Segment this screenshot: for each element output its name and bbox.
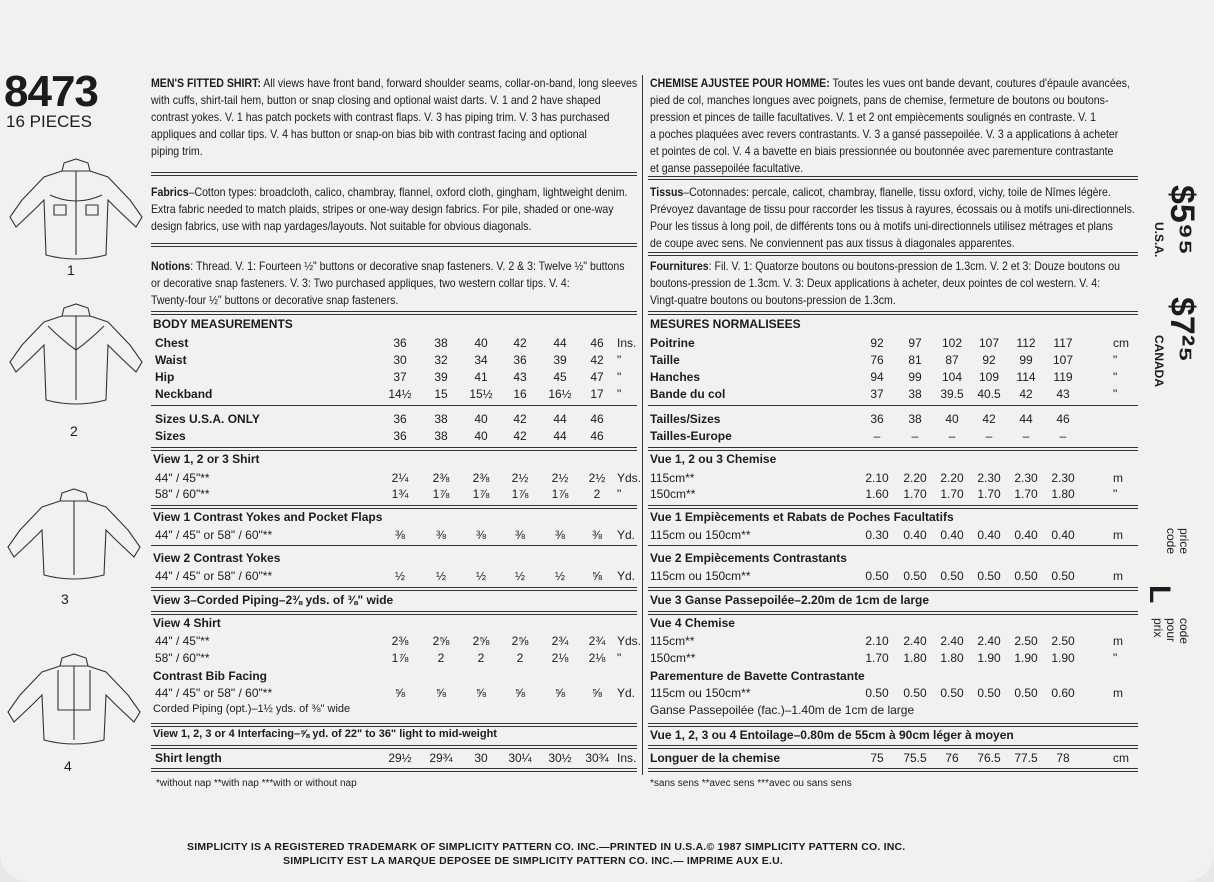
en-sizes-value: 46 xyxy=(590,429,604,443)
en-sizes-value: 40 xyxy=(474,412,488,426)
fr-v4-value: 2.10 xyxy=(865,634,889,648)
fr-body-value: 99 xyxy=(1019,353,1033,367)
en-length-value: 30 xyxy=(474,751,488,765)
fr-v4-row xyxy=(0,633,1214,649)
fr-body-unit: " xyxy=(1113,353,1118,367)
en-body-value: 41 xyxy=(474,370,488,384)
en-interfacing-line: View 1, 2, 3 or 4 Interfacing–⅝ yd. of 22" to 36" light to mid-weight xyxy=(153,728,497,740)
fr-body-value: 94 xyxy=(870,370,884,384)
en-bib-value: ⅝ xyxy=(435,686,446,700)
fr-body-value: 92 xyxy=(870,336,884,350)
en-v4-value: 2¾ xyxy=(588,634,606,648)
en-v1c-title: View 1 Contrast Yokes and Pocket Flaps xyxy=(153,510,383,524)
pattern-number: 8473 xyxy=(4,67,98,116)
en-body-label: Hip xyxy=(155,370,175,384)
en-length-value: 29½ xyxy=(388,751,412,765)
en-v1c-unit: Yd. xyxy=(617,528,636,542)
fr-body-value: 119 xyxy=(1053,370,1073,384)
en-body-value: 46 xyxy=(590,336,604,350)
en-v1c-value: ⅜ xyxy=(475,528,486,542)
en-sizes-value: 40 xyxy=(474,429,488,443)
en-bib-value: ⅝ xyxy=(514,686,525,700)
en-v1c-value: ⅜ xyxy=(554,528,565,542)
fr-body-value: 104 xyxy=(941,370,963,384)
fr-v4-value: 1.80 xyxy=(940,651,964,665)
en-body-title: BODY MEASUREMENTS xyxy=(153,317,293,331)
footer-trademark-en: SIMPLICITY IS A REGISTERED TRADEMARK OF SIMPLICITY PATTERN CO. INC.—PRINTED IN U.S.A.© 1987 SIMPLICITY PATTERN CO. INC. xyxy=(187,841,906,853)
en-body-value: 15½ xyxy=(469,387,493,401)
fr-bib-value: 0.50 xyxy=(1014,686,1038,700)
usa-label: U.S.A. xyxy=(1152,222,1166,258)
code-pour-prix-label: code pour prix xyxy=(1151,618,1191,645)
en-v1c-value: ⅜ xyxy=(435,528,446,542)
en-sizes-value: 44 xyxy=(553,412,567,426)
fr-length-label: Longuer de la chemise xyxy=(650,751,781,765)
en-v1c-value: ⅜ xyxy=(591,528,602,542)
fr-v4-label: 115cm** xyxy=(650,634,695,648)
fr-v123-title: Vue 1, 2 ou 3 Chemise xyxy=(650,452,777,466)
fr-v4-value: 1.70 xyxy=(865,651,889,665)
fr-v4-value: 1.80 xyxy=(903,651,927,665)
fr-body-title: MESURES NORMALISEES xyxy=(650,317,801,331)
en-v4-value: 2⅝ xyxy=(432,634,450,648)
en-v2c-unit: Yd. xyxy=(617,569,636,583)
fr-v2c-value: 0.50 xyxy=(940,569,964,583)
en-v4-label: 58" / 60"** xyxy=(155,651,210,665)
en-sizes-label: Sizes U.S.A. ONLY xyxy=(155,412,260,426)
en-bib-value: ⅝ xyxy=(554,686,565,700)
fr-v4-value: 2.40 xyxy=(940,634,964,648)
fr-length-value: 76 xyxy=(945,751,959,765)
en-v4-value: 2 xyxy=(516,651,524,665)
en-body-unit: Ins. xyxy=(617,336,637,350)
en-body-value: 38 xyxy=(434,336,448,350)
en-v4-value: 2 xyxy=(477,651,485,665)
fr-v123-value: 1.70 xyxy=(1014,487,1038,501)
en-bib-value: ⅝ xyxy=(394,686,405,700)
canada-label: CANADA xyxy=(1152,335,1166,387)
en-v4-value: 2⅜ xyxy=(391,634,409,648)
fr-sizes-value: 46 xyxy=(1056,412,1070,426)
en-v4-unit: " xyxy=(617,651,622,665)
fr-sizes-value: 38 xyxy=(908,412,922,426)
fr-body-row xyxy=(0,386,1214,402)
fr-body-row xyxy=(0,352,1214,368)
usa-price: $5⁹⁵ xyxy=(1163,185,1201,255)
fr-v123-unit: m xyxy=(1113,471,1123,485)
en-bib-label: 44" / 45" or 58" / 60"** xyxy=(155,686,273,700)
en-v4-title: View 4 Shirt xyxy=(153,616,221,630)
en-v123-label: 58" / 60"** xyxy=(155,487,210,501)
en-sizes-value: 46 xyxy=(590,412,604,426)
en-sizes-value: 38 xyxy=(434,429,448,443)
en-bib-value: ⅝ xyxy=(475,686,486,700)
en-length-unit: Ins. xyxy=(617,751,637,765)
fr-v123-value: 1.70 xyxy=(977,487,1001,501)
en-body-value: 17 xyxy=(590,387,604,401)
en-sizes-value: 36 xyxy=(393,429,407,443)
fr-v123-value: 1.70 xyxy=(940,487,964,501)
fr-body-value: 40.5 xyxy=(977,387,1001,401)
fr-body-value: 102 xyxy=(941,336,963,350)
fr-length-unit: cm xyxy=(1113,751,1129,765)
fr-body-unit: " xyxy=(1113,387,1118,401)
fr-v2c-unit: m xyxy=(1113,569,1123,583)
fr-v123-value: 1.60 xyxy=(865,487,889,501)
fr-body-value: 109 xyxy=(978,370,1000,384)
en-length-value: 30½ xyxy=(548,751,572,765)
fr-length-row xyxy=(0,750,1214,766)
en-bib-unit: Yd. xyxy=(617,686,636,700)
en-sizes-value: 42 xyxy=(513,429,527,443)
view-label-2: 2 xyxy=(70,423,78,439)
view-label-4: 4 xyxy=(64,758,72,774)
en-body-value: 16½ xyxy=(548,387,572,401)
en-v2c-value: ½ xyxy=(435,569,446,583)
piece-count: 16 PIECES xyxy=(6,112,92,131)
fr-body-value: 38 xyxy=(908,387,922,401)
en-body-value: 34 xyxy=(474,353,488,367)
fr-body-row xyxy=(0,369,1214,385)
fr-v3-line: Vue 3 Ganse Passepoilée–2.20m de 1cm de large xyxy=(650,593,930,607)
fr-body-value: 107 xyxy=(978,336,1000,350)
fr-length-value: 77.5 xyxy=(1014,751,1038,765)
price-code-letter: L xyxy=(1143,585,1176,604)
fr-v123-value: 2.20 xyxy=(940,471,964,485)
en-sizes-value: 44 xyxy=(553,429,567,443)
fr-length-value: 76.5 xyxy=(977,751,1001,765)
fr-v4-value: 2.50 xyxy=(1014,634,1038,648)
en-v123-value: 2 xyxy=(593,487,601,501)
fr-body-value: 99 xyxy=(908,370,922,384)
en-v123-unit: Yds. xyxy=(617,471,642,485)
fr-v123-value: 2.30 xyxy=(1014,471,1038,485)
fr-bib-label: 115cm ou 150cm** xyxy=(650,686,751,700)
fr-bib-value: 0.50 xyxy=(940,686,964,700)
en-v123-unit: " xyxy=(617,487,622,501)
en-body-value: 40 xyxy=(474,336,488,350)
en-body-value: 32 xyxy=(434,353,448,367)
fr-body-label: Taille xyxy=(650,353,680,367)
fr-v2c-label: 115cm ou 150cm** xyxy=(650,569,751,583)
en-v2c-value: ½ xyxy=(475,569,486,583)
en-v1c-value: ⅜ xyxy=(514,528,525,542)
fr-body-value: 43 xyxy=(1056,387,1070,401)
fr-sizes-row xyxy=(0,428,1214,444)
en-length-value: 29¾ xyxy=(429,751,453,765)
fr-v2c-value: 0.50 xyxy=(977,569,1001,583)
en-v2c-value: ½ xyxy=(554,569,565,583)
fr-bib-title: Parementure de Bavette Contrastante xyxy=(650,669,865,683)
fr-v123-label: 115cm** xyxy=(650,471,695,485)
fr-sizes-label: Tailles-Europe xyxy=(650,429,732,443)
en-body-value: 39 xyxy=(434,370,448,384)
fr-v2c-value: 0.50 xyxy=(865,569,889,583)
fr-body-value: 81 xyxy=(908,353,922,367)
en-v2c-title: View 2 Contrast Yokes xyxy=(153,551,281,565)
fr-v1c-value: 0.40 xyxy=(977,528,1001,542)
footer-trademark-fr: SIMPLICITY EST LA MARQUE DEPOSEE DE SIMPLICITY PATTERN CO. INC.— IMPRIME AUX E.U. xyxy=(283,855,784,867)
fr-interfacing-line: Vue 1, 2, 3 ou 4 Entoilage–0.80m de 55cm à 90cm léger à moyen xyxy=(650,728,1014,742)
fr-tissus: Tissus–Cotonnades: percale, calicot, chambray, flanelle, tissu oxford, vichy, toile de Nîmes légère. Prévoyez davantage de tissu pour raccorder les tissus à rayures, écossais ou à motifs uni-directionnels. Pour les tissus à long poil, de différents tons ou à motifs uni-directionnels utilisez métrages et plans de coupe avec sens. Ne conviennent pas aux tissus à diagonales apparentes. xyxy=(650,185,1135,250)
en-v2c-value: ½ xyxy=(514,569,525,583)
fr-bib-value: 0.50 xyxy=(903,686,927,700)
en-v123-value: 2⅜ xyxy=(432,471,450,485)
fr-bib-value: 0.50 xyxy=(977,686,1001,700)
en-v123-value: 1⅞ xyxy=(472,487,490,501)
fr-sizes-value: – xyxy=(873,429,881,443)
fr-v1c-value: 0.40 xyxy=(903,528,927,542)
en-v1c-value: ⅜ xyxy=(394,528,405,542)
en-v123-value: 2⅜ xyxy=(472,471,490,485)
en-v123-value: 2½ xyxy=(511,471,529,485)
fr-body-value: 87 xyxy=(945,353,959,367)
fr-v4-value: 2.50 xyxy=(1051,634,1075,648)
fr-v1c-value: 0.30 xyxy=(865,528,889,542)
fr-v123-row xyxy=(0,486,1214,502)
fr-bib-value: 0.50 xyxy=(865,686,889,700)
fr-sizes-value: – xyxy=(948,429,956,443)
fr-v123-value: 2.10 xyxy=(865,471,889,485)
fr-sizes-value: 44 xyxy=(1019,412,1033,426)
fr-body-value: 76 xyxy=(870,353,884,367)
en-body-label: Chest xyxy=(155,336,189,350)
en-bib-value: ⅝ xyxy=(591,686,602,700)
fr-piping-line: Ganse Passepoilée (fac.)–1.40m de 1cm de large xyxy=(650,703,915,717)
fr-sizes-label: Tailles/Sizes xyxy=(650,412,721,426)
fr-fournitures: Fournitures: Fil. V. 1: Quatorze boutons ou boutons-pression de 1.3cm. V. 2 et 3: Douze boutons ou boutons-pression de 1.3cm. V. 3: Deux applications à acheter, deux pointes de col western. V. 4: Vingt-quatre boutons ou boutons-pression de 1.3cm. xyxy=(650,259,1121,307)
fr-v1c-value: 0.40 xyxy=(1014,528,1038,542)
fr-v2c-title: Vue 2 Empiècements Contrastants xyxy=(650,551,847,565)
fr-v4-label: 150cm** xyxy=(650,651,696,665)
en-body-value: 42 xyxy=(513,336,527,350)
fr-v2c-value: 0.50 xyxy=(903,569,927,583)
en-body-value: 45 xyxy=(553,370,567,384)
en-v123-label: 44" / 45"** xyxy=(155,471,210,485)
en-v2c-label: 44" / 45" or 58" / 60"** xyxy=(155,569,273,583)
en-v4-value: 2⅛ xyxy=(551,651,569,665)
fr-body-label: Bande du col xyxy=(650,387,726,401)
en-v123-value: 1⅞ xyxy=(511,487,529,501)
fr-body-value: 37 xyxy=(870,387,884,401)
fr-v4-row xyxy=(0,650,1214,666)
fr-v2c-row xyxy=(0,568,1214,584)
en-body-value: 36 xyxy=(393,336,407,350)
fr-body-value: 42 xyxy=(1019,387,1033,401)
fr-v123-label: 150cm** xyxy=(650,487,696,501)
en-v123-value: 2½ xyxy=(551,471,569,485)
fr-sizes-value: – xyxy=(1022,429,1030,443)
en-sizes-label: Sizes xyxy=(155,429,186,443)
fr-body-value: 39.5 xyxy=(940,387,964,401)
fr-v4-value: 2.40 xyxy=(977,634,1001,648)
fr-v123-value: 1.70 xyxy=(903,487,927,501)
fr-sizes-value: – xyxy=(1059,429,1067,443)
fr-body-value: 92 xyxy=(982,353,996,367)
en-v4-label: 44" / 45"** xyxy=(155,634,210,648)
en-body-label: Waist xyxy=(155,353,187,367)
view-label-3: 3 xyxy=(61,591,69,607)
fr-v4-title: Vue 4 Chemise xyxy=(650,616,735,630)
en-body-unit: " xyxy=(617,387,622,401)
fr-body-value: 117 xyxy=(1053,336,1073,350)
canada-price: $7²⁵ xyxy=(1163,297,1201,363)
en-v3-line: View 3–Corded Piping–2⅜ yds. of ⅜" wide xyxy=(153,593,394,607)
fr-sizes-value: 36 xyxy=(870,412,884,426)
en-body-value: 43 xyxy=(513,370,527,384)
en-bib-title: Contrast Bib Facing xyxy=(153,669,268,683)
en-v123-value: 1¾ xyxy=(391,487,409,501)
fr-footnote: *sans sens **avec sens ***avec ou sans sens xyxy=(650,778,852,789)
fr-body-label: Poitrine xyxy=(650,336,695,350)
en-v4-value: 2⅝ xyxy=(472,634,490,648)
en-v4-value: 2⅛ xyxy=(588,651,606,665)
view-label-1: 1 xyxy=(67,262,75,278)
fr-v2c-value: 0.50 xyxy=(1051,569,1075,583)
fr-sizes-value: – xyxy=(911,429,919,443)
en-body-value: 42 xyxy=(590,353,604,367)
en-length-value: 30¾ xyxy=(585,751,609,765)
en-sizes-value: 36 xyxy=(393,412,407,426)
fr-v123-value: 2.30 xyxy=(1051,471,1075,485)
en-piping-line: Corded Piping (opt.)–1½ yds. of ⅜" wide xyxy=(153,703,351,715)
en-v123-value: 2½ xyxy=(588,471,606,485)
en-body-value: 47 xyxy=(590,370,604,384)
fr-v4-value: 1.90 xyxy=(1051,651,1075,665)
fr-length-value: 75 xyxy=(870,751,884,765)
fr-bib-unit: m xyxy=(1113,686,1123,700)
fr-body-unit: cm xyxy=(1113,336,1129,350)
fr-body-value: 112 xyxy=(1016,336,1036,350)
fr-v123-unit: " xyxy=(1113,487,1118,501)
en-v123-value: 1⅞ xyxy=(432,487,450,501)
fr-body-row xyxy=(0,335,1214,351)
en-body-value: 44 xyxy=(553,336,567,350)
fr-v123-value: 2.30 xyxy=(977,471,1001,485)
fr-body-unit: " xyxy=(1113,370,1118,384)
fr-v4-unit: m xyxy=(1113,634,1123,648)
en-v123-title: View 1, 2 or 3 Shirt xyxy=(153,452,260,466)
fr-bib-row xyxy=(0,685,1214,701)
fr-v1c-label: 115cm ou 150cm** xyxy=(650,528,751,542)
en-v4-value: 2 xyxy=(437,651,445,665)
fr-sizes-value: 42 xyxy=(982,412,996,426)
fr-body-value: 107 xyxy=(1052,353,1074,367)
en-body-unit: " xyxy=(617,370,622,384)
fr-v1c-title: Vue 1 Empiècements et Rabats de Poches Facultatifs xyxy=(650,510,954,524)
en-footnote: *without nap **with nap ***with or without nap xyxy=(156,778,357,789)
en-body-value: 14½ xyxy=(388,387,412,401)
fr-body-value: 114 xyxy=(1016,370,1036,384)
en-intro-title: MEN'S FITTED SHIRT: xyxy=(151,76,261,90)
fr-intro: CHEMISE AJUSTEE POUR HOMME: Toutes les vues ont bande devant, coutures d'épaule avancées, pied de col, manches longues avec poignets, pans de chemise, fermeture de boutons ou boutons- pression et pinces de taille facultatives. V. 1 et 2 ont empiècements soulignés en contraste. V. 1 a poches plaquées avec revers contrastants. V. 3 a gansé passepoilée. V. 3 a applications à acheter et pointes de col. V. 4 a bavette en biais pressionnée ou boutonnée avec parementure contrastante et ganse passepoilée facultative. xyxy=(650,76,1130,175)
fr-sizes-value: – xyxy=(985,429,993,443)
price-code-label: price code xyxy=(1164,528,1191,555)
fr-length-value: 78 xyxy=(1056,751,1070,765)
en-sizes-value: 38 xyxy=(434,412,448,426)
shirt-sketch-view-1 xyxy=(4,155,144,265)
en-v123-value: 1⅞ xyxy=(551,487,569,501)
en-body-unit: " xyxy=(617,353,622,367)
en-sizes-value: 42 xyxy=(513,412,527,426)
fr-v4-unit: " xyxy=(1113,651,1118,665)
en-v4-value: 2¾ xyxy=(551,634,569,648)
fr-v123-row xyxy=(0,470,1214,486)
en-body-value: 37 xyxy=(393,370,407,384)
fr-bib-value: 0.60 xyxy=(1051,686,1075,700)
fr-length-value: 75.5 xyxy=(903,751,927,765)
en-v123-value: 2¼ xyxy=(391,471,409,485)
en-intro: MEN'S FITTED SHIRT: All views have front band, forward shoulder seams, collar-on-band, long sleeves with cuffs, shirt-tail hem, button or snap closing and optional waist darts. V. 1 and 2 have shaped contrast yokes. V. 1 has patch pockets with contrast flaps. V. 3 has piping trim. V. 3 has purchased appliques and collar tips. V. 4 has button or snap-on bias bib with contrast facing and optional piping trim. xyxy=(151,76,638,158)
fr-v1c-value: 0.40 xyxy=(940,528,964,542)
fr-v1c-value: 0.40 xyxy=(1051,528,1075,542)
en-notions: Notions: Thread. V. 1: Fourteen ½" buttons or decorative snap fasteners. V. 2 & 3: Twelve ½" buttons or decorative snap fasteners. V. 3: Two purchased appliques, two western collar tips. V. 4: Twenty-four ½" buttons or decorative snap fasteners. xyxy=(151,259,625,307)
en-v4-value: 1⅞ xyxy=(391,651,409,665)
fr-v4-value: 2.40 xyxy=(903,634,927,648)
en-body-value: 16 xyxy=(513,387,527,401)
en-length-label: Shirt length xyxy=(155,751,222,765)
en-v1c-label: 44" / 45" or 58" / 60"** xyxy=(155,528,273,542)
en-fabrics: Fabrics–Cotton types: broadcloth, calico, chambray, flannel, oxford cloth, gingham, lightweight denim. Extra fabric needed to match plaids, stripes or one-way design fabrics. For pile, shaded or one-way design fabrics, use with nap yardages/layouts. Not suitable for obvious diagonals. xyxy=(151,185,628,233)
en-length-value: 30¼ xyxy=(508,751,532,765)
en-body-value: 15 xyxy=(434,387,448,401)
en-body-label: Neckband xyxy=(155,387,213,401)
fr-sizes-row xyxy=(0,411,1214,427)
fr-sizes-value: 40 xyxy=(945,412,959,426)
fr-v4-value: 1.90 xyxy=(977,651,1001,665)
en-body-value: 30 xyxy=(393,353,407,367)
en-body-value: 36 xyxy=(513,353,527,367)
fr-body-label: Hanches xyxy=(650,370,701,384)
en-body-value: 39 xyxy=(553,353,567,367)
fr-v123-value: 1.80 xyxy=(1051,487,1075,501)
fr-v2c-value: 0.50 xyxy=(1014,569,1038,583)
en-v4-value: 2⅝ xyxy=(511,634,529,648)
fr-v1c-unit: m xyxy=(1113,528,1123,542)
en-v2c-value: ⅝ xyxy=(591,569,602,583)
en-v2c-value: ½ xyxy=(394,569,405,583)
fr-v1c-row xyxy=(0,527,1214,543)
fr-v4-value: 1.90 xyxy=(1014,651,1038,665)
en-v4-unit: Yds. xyxy=(617,634,642,648)
fr-body-value: 97 xyxy=(908,336,922,350)
fr-v123-value: 2.20 xyxy=(903,471,927,485)
